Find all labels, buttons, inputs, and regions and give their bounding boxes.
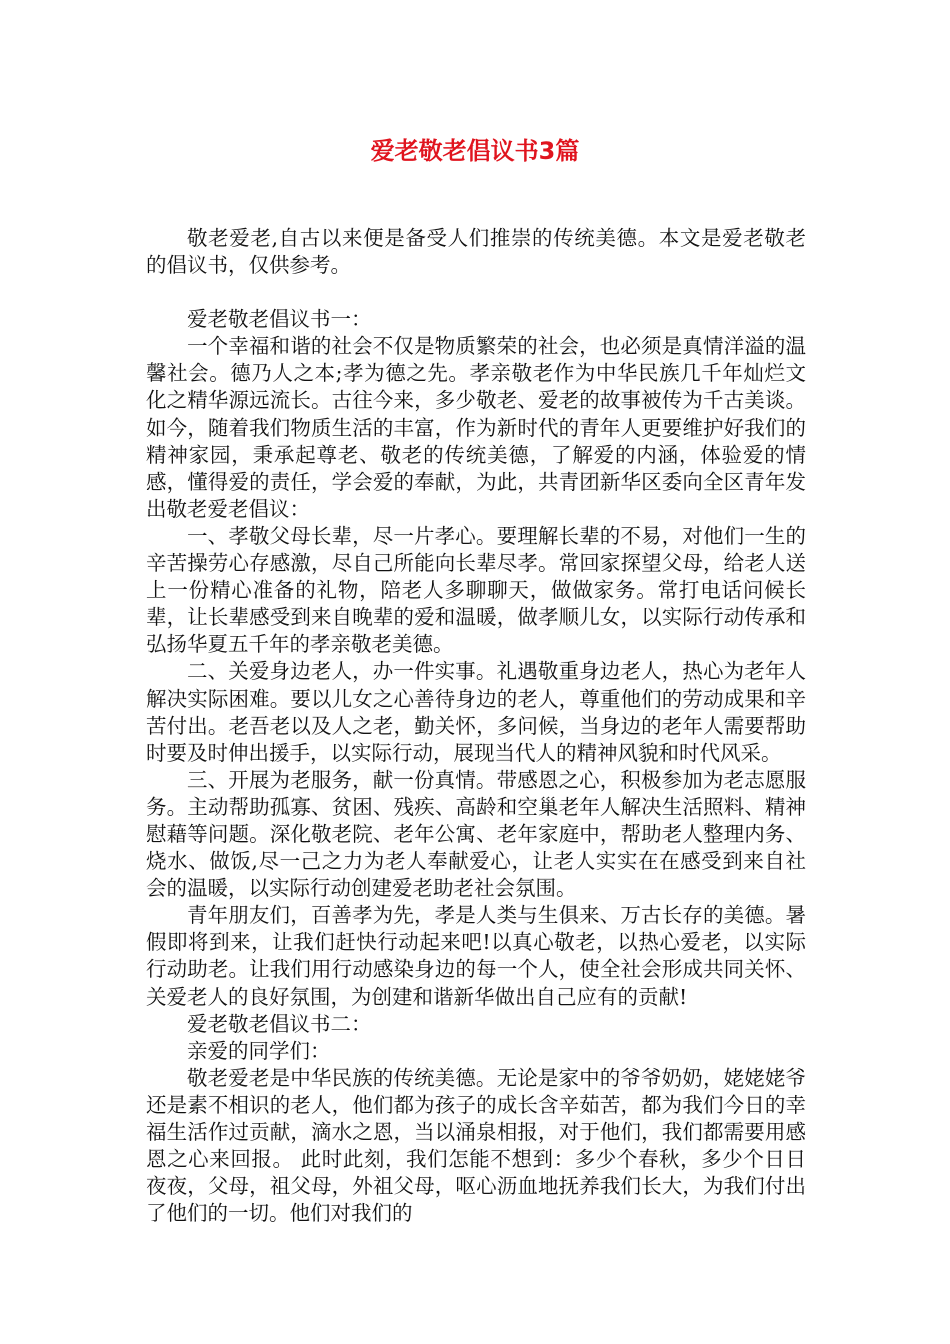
document-body: [146, 225, 806, 1227]
paragraph-4: 三、开展为老服务，献一份真情。带感恩之心，积极参加为老志愿服务。主动帮助孤寡、贫困、残疾、高龄和空巢老年人解决生活照料、精神慰藉等问题。深化敬老院、老年公寓、老年家庭中，帮助老人整理内务、烧水、做饭,尽一己之力为老人奉献爱心，让老人实实在在感受到来自社会的温暖，以实际行动创建爱老助老社会氛围。: [146, 767, 806, 901]
salutation: 亲爱的同学们：: [187, 1038, 331, 1063]
paragraph-2: 一、孝敬父母长辈，尽一片孝心。要理解长辈的不易，对他们一生的辛苦操劳心存感激，尽自己所能向长辈尽孝。常回家探望父母，给老人送上一份精心准备的礼物，陪老人多聊聊天，做做家务。常打电话问候长辈，让长辈感受到来自晚辈的爱和温暖，做孝顺儿女，以实际行动传承和弘扬华夏五千年的孝亲敬老美德。: [146, 523, 806, 657]
intro-paragraph: 敬老爱老,自古以来便是备受人们推崇的传统美德。本文是爱老敬老的倡议书，仅供参考。: [146, 226, 806, 278]
paragraph-5: 青年朋友们，百善孝为先，孝是人类与生俱来、万古长存的美德。暑假即将到来，让我们赶快行动起来吧!以真心敬老，以热心爱老，以实际行动助老。让我们用行动感染身边的每一个人，使全社会形成共同关怀、关爱老人的良好氛围，为创建和谐新华做出自己应有的贡献!: [146, 903, 806, 1009]
document-title: 爱老敬老倡议书3篇: [370, 137, 580, 165]
section-heading-1: 爱老敬老倡议书一：: [187, 307, 372, 332]
paragraph-gap: [146, 279, 806, 306]
paragraph-1: 一个幸福和谐的社会不仅是物质繁荣的社会，也必须是真情洋溢的温馨社会。德乃人之本;孝为德之先。孝亲敬老作为中华民族几千年灿烂文化之精华源远流长。古往今来，多少敬老、爱老的故事被传为千古美谈。如今，随着我们物质生活的丰富，作为新时代的青年人更要维护好我们的精神家园，秉承起尊老、敬老的传统美德，了解爱的内涵，体验爱的情感，懂得爱的责任，学会爱的奉献，为此，共青团新华区委向全区青年发出敬老爱老倡议：: [146, 334, 806, 521]
paragraph-3: 二、关爱身边老人，办一件实事。礼遇敬重身边老人，热心为老年人解决实际困难。要以儿女之心善待身边的老人，尊重他们的劳动成果和辛苦付出。老吾老以及人之老，勤关怀，多问候，当身边的老年人需要帮助时要及时伸出援手，以实际行动，展现当代人的精神风貌和时代风采。: [146, 659, 806, 765]
section-heading-2: 爱老敬老倡议书二：: [187, 1011, 372, 1036]
paragraph-6: 敬老爱老是中华民族的传统美德。无论是家中的爷爷奶奶，姥姥姥爷还是素不相识的老人，他们都为孩子的成长含辛茹苦，都为我们今日的幸福生活作过贡献，滴水之恩，当以涌泉相报，对于他们，我们都需要用感恩之心来回报。 此时此刻，我们怎能不想到：多少个春秋，多少个日日夜夜，父母，祖父母，外祖父母，呕心沥血地抚养我们长大，为我们付出了他们的一切。他们对我们的: [146, 1065, 806, 1226]
